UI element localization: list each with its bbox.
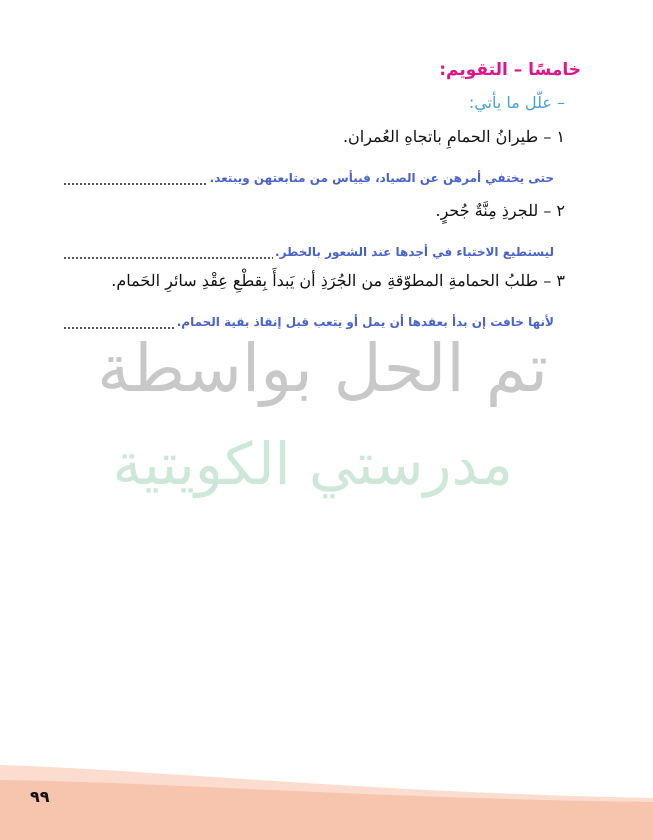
question-2: ٢ – للجرذِ مِنَّةٌ جُحرٍ. xyxy=(435,201,565,220)
section-title: خامسًا – التقويم: xyxy=(439,60,581,80)
answer-2: ليستطيع الاختباء في أجدها عند الشعور بالخطر. xyxy=(275,245,554,259)
answer-line-3[interactable] xyxy=(64,307,554,329)
watermark-line-2: مدرستي الكويتية xyxy=(112,430,513,498)
answer-3: لأنها خافت إن بدأ بعقدها أن يمل أو يتعب قبل إنقاذ بقية الحمام. xyxy=(176,315,554,329)
answer-line-2[interactable] xyxy=(64,237,554,259)
question-3: ٣ – طلبُ الحمامةِ المطوّقةِ من الجُرَذِ أن يَبدأَ بِقطْعِ عِقْدِ سائرِ الحَمام. xyxy=(111,271,565,290)
answer-1: حتى يختفي أمرهن عن الصياد، فييأس من متابعتهن ويبتعد. xyxy=(209,171,554,185)
page-number: ٩٩ xyxy=(30,787,50,806)
instruction-heading: – علّل ما يأتي: xyxy=(468,93,565,112)
footer-swoosh xyxy=(0,740,653,840)
answer-line-1[interactable] xyxy=(64,163,554,185)
question-1: ١ – طيرانُ الحمامِ باتجاهِ العُمران. xyxy=(342,127,565,146)
watermark-line-1: تم الحل بواسطة xyxy=(97,330,548,407)
